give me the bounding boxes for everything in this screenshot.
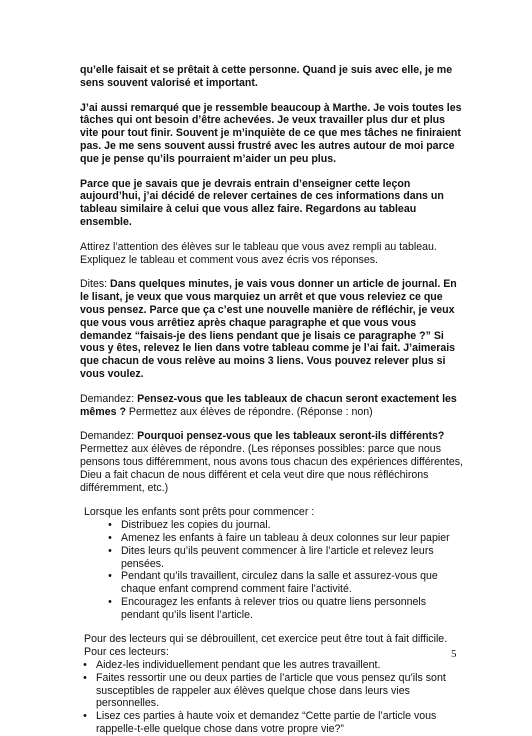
list-item [105,596,464,622]
list-item [80,659,464,672]
bullet-icon: • [108,519,112,532]
list-1-intro: Lorsque les enfants sont prêts pour commencer : [84,506,315,519]
list-item [80,672,464,710]
list-item-text: Aidez-les individuellement pendant que les autres travaillent. [96,659,381,672]
paragraph-6-bold: Pensez-vous que les tableaux de chacun seront exactement les mêmes ? [80,392,457,418]
paragraph-7-lead: Demandez: [80,430,138,443]
bullet-icon: • [108,595,112,608]
paragraph-7-bold: Pourquoi pensez-vous que les tableaux seront-ils différents? [137,430,445,443]
bullet-icon: • [108,544,112,557]
bullet-icon: • [83,671,87,684]
list-item [80,710,464,736]
paragraph-1: qu’elle faisait et se prêtait à cette personne. Quand je suis avec elle, je me sens souvent valorisé et important. [80,64,453,89]
list-item-text: Encouragez les enfants à relever trios ou quatre liens personnels pendant qu’ils lisent l’article. [121,595,427,621]
list-item-text: Amenez les enfants à faire un tableau à deux colonnes sur leur papier [121,531,450,544]
paragraph-5-bold: Dans quelques minutes, je vais vous donner un article de journal. En le lisant, je veux que vous marquiez un arrêt et que vous releviez ce que vous pensez. Parce que ça c’est une nouvelle manière de réfléchir, je veux que vous vous arrêtiez après chaque paragraphe et que vous vous demandez “faisais-je des liens pendant que je lisais ce paragraphe ?” Si vous y êtes, relevez le lien dans votre tableau comme je l’ai fait. J’aimerais que chacun de vous relève au moins 3 liens. Vous pouvez relever plus si vous voulez. [80,278,457,380]
paragraph-2: J’ai aussi remarqué que je ressemble beaucoup à Marthe. Je vois toutes les tâches qui ont besoin d’être achevées. Je veux travailler plus dur et plus vite pour tout finir. Souvent je m’inquiète de ce que mes tâches ne finiraient pas. Je me sens souvent aussi frustré avec les autres autour de moi parce que je pense qu’ils pourraient m’aider un peu plus. [80,101,462,165]
paragraph-7 [80,430,464,494]
paragraph-5 [80,278,464,380]
bullet-icon: • [83,710,87,723]
bullet-icon: • [83,659,87,672]
list-item [105,519,464,532]
list-1 [105,519,464,621]
list-2-intro: Pour des lecteurs qui se débrouillent, cet exercice peut être tout à fait difficile. Pour ces lecteurs: [84,633,448,659]
document-page [80,64,464,736]
paragraph-5-lead: Dites: [80,278,111,291]
list-item [105,532,464,545]
paragraph-7-tail: Permettez aux élèves de répondre. (Les réponses possibles: parce que nous pensons tous différemment, nous avons tous chacun des expériences différentes, Dieu a fait chacun de nous différent et cela veut dire que nous réfléchirons différemment, etc.) [80,443,463,494]
paragraph-3: Parce que je savais que je devrais entrain d’enseigner cette leçon aujourd’hui, j’ai décidé de relever certaines de ces informations dans un tableau similaire à celui que vous allez faire. Regardons au tableau ensemble. [80,177,444,228]
paragraph-4: Attirez l’attention des élèves sur le tableau que vous avez rempli au tableau. Expliquez le tableau et comment vous avez écris vos réponses. [80,240,437,266]
list-item-text: Lisez ces parties à haute voix et demandez “Cette partie de l’article vous rappelle-t-elle quelque chose dans votre propre vie?” [96,710,437,736]
list-item-text: Dites leurs qu’ils peuvent commencer à lire l’article et relevez leurs pensées. [121,544,434,570]
list-2 [80,659,464,736]
paragraph-6-tail: Permettez aux élèves de répondre. (Réponse : non) [125,405,373,418]
bullet-icon: • [108,531,112,544]
bullet-icon: • [108,570,112,583]
paragraph-6-lead: Demandez: [80,392,138,405]
page-number: 5 [451,648,457,660]
list-item-text: Distribuez les copies du journal. [121,519,271,532]
list-item [105,570,464,596]
paragraph-6 [80,393,464,419]
list-item-text: Faites ressortir une ou deux parties de l’article que vous pensez qu’ils sont susceptibles de rappeler aux élèves quelque chose dans leurs vies personnelles. [96,671,446,710]
list-item-text: Pendant qu’ils travaillent, circulez dans la salle et assurez-vous que chaque enfant comprend comment faire l’activité. [121,570,438,596]
list-item [105,545,464,571]
